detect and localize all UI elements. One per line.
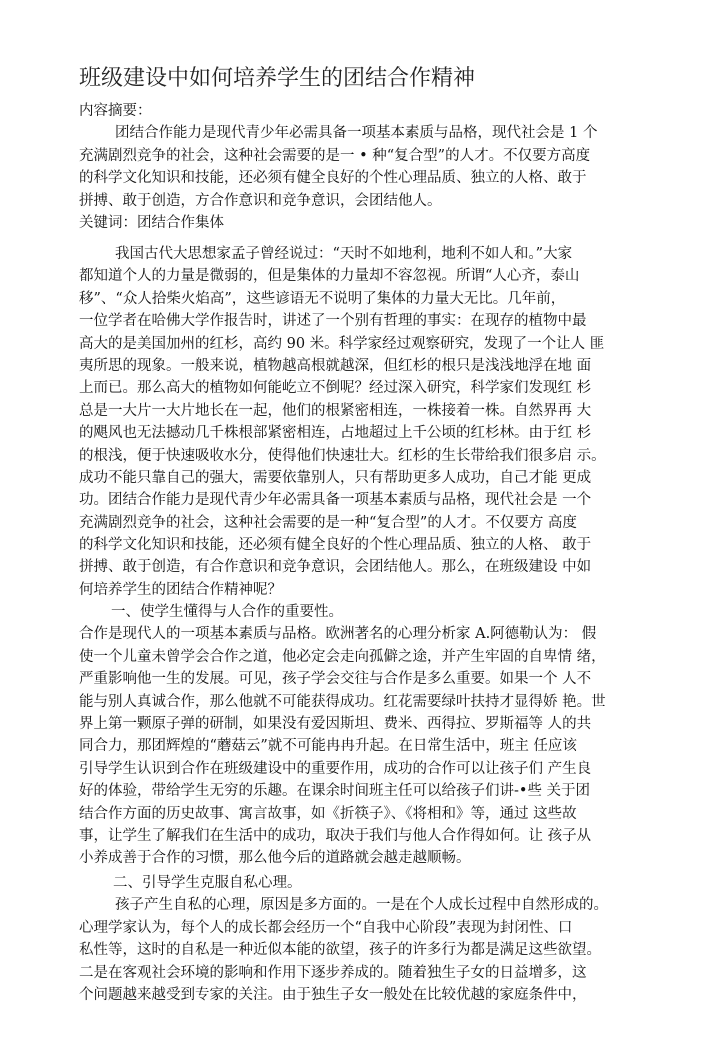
body-line: 能与别人真诚合作，那么他就不可能获得成功。红花需要绿叶扶持才显得娇 艳。世 [79, 693, 606, 710]
body-line: 二是在客观社会环境的影响和作用下逐步养成的。随着独生子女的日益增多，这 [79, 964, 587, 981]
body-line: 何培养学生的团结合作精神呢？ [79, 581, 282, 598]
body-line: 一位学者在哈佛大学作报告时，讲述了一个别有哲理的事实：在现存的植物中最 [79, 313, 587, 330]
body-line: 事，让学生了解我们在生活中的成功，取决于我们与他人合作得如何。让 孩子从 [79, 827, 592, 844]
body-line: 使一个儿童未曾学会合作之道，他必定会走向孤僻之途，并产生牢固的自卑情 绪， [79, 648, 606, 665]
body-line: 总是一大片一大片地长在一起，他们的根紧密相连，一株接着一株。自然界再 大 [79, 402, 592, 419]
abstract-line: 充满剧烈竞争的社会，这种社会需要的是一 • 种“复合型”的人才。不仅要方高度 [79, 147, 591, 164]
body-line: 功。团结合作能力是现代青少年必需具备一项基本素质与品格，现代社会是 一个 [79, 492, 592, 509]
abstract-line: 团结合作能力是现代青少年必需具备一项基本素质与品格，现代社会是 1 个 [115, 125, 598, 142]
body-line: 同合力，那团辉煌的“蘑菇云”就不可能冉冉升起。在日常生活中，班主 任应该 [79, 738, 577, 755]
body-line: 孩子产生自私的心理，原因是多方面的。一是在个人成长过程中自然形成的。 [115, 897, 608, 914]
page-title: 班级建设中如何培养学生的团结合作精神 [79, 66, 476, 91]
intro-paragraph [79, 243, 645, 601]
body-line: 拼搏、敢于创造，有合作意识和竞争意识，会团结他人。那么，在班级建设 中如 [79, 559, 592, 576]
body-line: 夷所思的现象。一般来说，植物越高根就越深，但红杉的根只是浅浅地浮在地 面 [79, 357, 592, 374]
body-line: 充满剧烈竞争的社会，这种社会需要的是一种“复合型”的人才。不仅要方 高度 [79, 514, 577, 531]
body-line: 小养成善于合作的习惯，那么他今后的道路就会越走越顺畅。 [79, 850, 471, 867]
keywords: 关键词：团结合作集体 [79, 214, 224, 231]
section-1 [79, 601, 645, 870]
body-line: 的飓风也无法撼动几千株根部紧密相连，占地超过上千公顷的红杉林。由于红 杉 [79, 425, 592, 442]
abstract-label: 内容摘要： [79, 103, 152, 119]
body-line: 私性等，这时的自私是一种近似本能的欲望，孩子的许多行为都是满足这些欲望。 [79, 942, 601, 959]
body-line: 高大的是美国加州的红杉，高约 90 米。科学家经过观察研究，发现了一个让人 匪 [79, 335, 605, 352]
body-line: 好的体验，带给学生无穷的乐趣。在课余时间班主任可以给孩子们讲-•些 关于团 [79, 783, 591, 800]
body-line: 引导学生认识到合作在班级建设中的重要作用，成功的合作可以让孩子们 产生良 [79, 760, 592, 777]
section-1-heading: 一、使学生懂得与人合作的重要性。 [111, 604, 343, 620]
section-2-heading: 二、引导学生克服自私心理。 [113, 875, 302, 891]
body-line: 界上第一颗原子弹的研制，如果没有爱因斯坦、费米、西得拉、罗斯福等 人的共 [79, 715, 592, 732]
body-line: 的根浅，便于快速吸收水分，使得他们快速壮大。红杉的生长带给我们很多启 示。 [79, 447, 606, 464]
section-2 [79, 872, 645, 1006]
body-line: 个问题越来越受到专家的关注。由于独生子女一般处在比较优越的家庭条件中， [79, 986, 587, 1003]
body-line: 成功不能只靠自己的强大，需要依靠别人，只有帮助更多人成功，自己才能 更成 [79, 469, 592, 486]
body-line: 合作是现代人的一项基本素质与品格。欧洲著名的心理分析家 A.阿德勒认为： 假 [79, 626, 597, 643]
body-line: 心理学家认为，每个人的成长都会经历一个“自我中心阶段”表现为封闭性、口 [79, 919, 573, 936]
abstract-section [79, 100, 645, 234]
abstract-line: 的科学文化知识和技能，还必须有健全良好的个性心理品质、独立的人格、敢于 [79, 170, 587, 187]
body-line: 移”、“众人拾柴火焰高”，这些谚语无不说明了集体的力量大无比。几年前， [79, 290, 566, 307]
body-line: 严重影响他一生的发展。可见，孩子学会交往与合作是多么重要。如果一个 人不 [79, 671, 592, 688]
body-line: 的科学文化知识和技能，还必须有健全良好的个性心理品质、独立的人格、 敢于 [79, 537, 592, 554]
body-line: 我国古代大思想家孟子曾经说过：“天时不如地利，地利不如人和。”大家 [115, 246, 573, 262]
body-line: 结合作方面的历史故事、寓言故事，如《折筷子》、《将相和》等，通过 这些故 [79, 805, 577, 822]
body-line: 都知道个人的力量是微弱的，但是集体的力量却不容忽视。所谓“人心齐，泰山 [79, 268, 580, 285]
abstract-line: 拼搏、敢于创造，方合作意识和竞争意识，会团结他人。 [79, 192, 442, 209]
body-line: 上而已。那么高大的植物如何能屹立不倒呢？经过深入研究，科学家们发现红 杉 [79, 380, 592, 397]
